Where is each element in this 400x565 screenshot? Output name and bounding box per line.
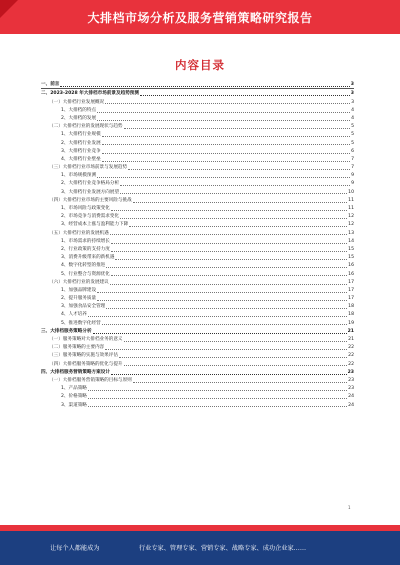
toc-heading: 内容目录 [175,58,225,72]
toc-entry-label: 3、消费升级带来的新机遇 [61,255,115,261]
toc-entry-page: 24 [348,394,354,400]
toc-entry-page: 16 [348,263,354,269]
toc-entry-label: （三）服务策略的实施与效果评估 [49,353,118,359]
toc-entry[interactable] [41,245,354,253]
toc-entry[interactable] [41,147,354,155]
toc-entry-label: 1、产品策略 [61,386,87,392]
toc-entry-page: 21 [347,328,354,334]
toc-entry-label: 二、2023-2028 年大排档市场前景及趋势预测 [41,91,139,97]
toc-entry-page: 18 [348,312,354,318]
toc-leader-dots [106,267,347,268]
toc-entry-label: （六）大排档行业的发展建议 [49,279,109,285]
toc-entry-label: （一）大排档服务营销策略的目标与原则 [49,377,132,383]
toc-entry-page: 17 [348,296,354,302]
toc-entry[interactable] [41,171,354,179]
toc-leader-dots [97,300,347,301]
toc-leader-dots [111,243,347,244]
toc-leader-dots [97,120,350,121]
toc-entry-label: 3、渠道策略 [61,402,87,408]
toc-entry[interactable] [41,392,354,400]
toc-leader-dots [97,292,347,293]
toc-entry-label: 1、大排档的特点 [61,107,97,113]
toc-entry[interactable] [41,179,354,187]
toc-entry-page: 10 [348,189,354,195]
toc-entry-page: 6 [351,148,354,154]
footer-slogan-right: 行业专家、管理专家、营销专家、战略专家、成功企业家…… [139,545,307,552]
toc-leader-dots [110,284,347,285]
toc-entry[interactable] [41,278,354,286]
toc-entry[interactable] [41,80,354,89]
toc-entry-label: 四、大排档服务营销策略方案设计 [41,369,110,375]
toc-entry[interactable] [41,327,354,335]
toc-leader-dots [88,406,347,407]
toc-entry[interactable] [41,97,354,105]
toc-entry-page: 18 [348,304,354,310]
toc-entry-label: （一）大排档行业发展概况 [49,99,105,105]
toc-entry[interactable] [41,261,354,269]
toc-leader-dots [124,128,351,129]
toc-entry-label: 2、市场竞争与消费需求变化 [61,214,120,220]
toc-leader-dots [102,153,350,154]
toc-leader-dots [128,169,350,170]
toc-entry-label: 2、提升服务质量 [61,296,97,302]
toc-entry[interactable] [41,351,354,359]
toc-entry-label: （四）大排档服务策略的优化与提升 [49,361,123,367]
toc-leader-dots [102,136,350,137]
toc-entry-page: 11 [348,206,354,211]
toc-entry-label: （四）大排档行业市场的主要风险与挑战 [49,197,132,203]
toc-entry-label: 2、行业政策的支持力度 [61,246,110,252]
toc-leader-dots [111,374,347,375]
toc-leader-dots [120,218,347,219]
document-title: 大排档市场分析及服务营销策略研究报告 [87,11,313,25]
toc-entry-label: 1、大排档行业规模 [61,132,101,138]
toc-entry[interactable] [41,155,354,163]
toc-entry-page: 11 [348,197,354,203]
toc-leader-dots [120,193,347,194]
toc-entry[interactable] [41,343,354,351]
toc-leader-dots [97,112,350,113]
toc-entry-page: 24 [348,402,354,408]
toc-entry[interactable] [41,368,354,376]
toc-entry[interactable] [41,89,354,97]
toc-entry[interactable] [41,196,354,204]
toc-entry-label: 1、市场风险与政策变化 [61,206,110,211]
footer-banner [0,531,400,565]
header-banner [0,0,400,34]
toc-entry[interactable] [41,359,354,367]
toc-leader-dots [102,144,350,145]
toc-entry-page: 19 [348,320,354,326]
toc-entry-page: 13 [348,230,354,236]
toc-entry-label: 2、价格策略 [61,394,87,400]
toc-entry-label: 3、大排档行业发展方向展望 [61,189,120,195]
toc-leader-dots [140,95,350,96]
toc-entry[interactable] [41,122,354,130]
toc-leader-dots [124,365,348,366]
toc-entry-page: 16 [348,271,354,277]
toc-leader-dots [111,210,347,211]
toc-entry-page: 3 [350,82,354,88]
toc-entry-page: 9 [351,181,354,187]
toc-entry[interactable] [41,114,354,122]
toc-leader-dots [93,333,347,334]
toc-leader-dots [115,259,347,260]
toc-leader-dots [133,202,347,203]
toc-entry-page: 3 [351,99,354,105]
toc-entry-page: 22 [348,361,354,367]
toc-entry-page: 5 [351,140,354,146]
toc-entry-label: （二）服务策略的主要内容 [49,345,105,351]
toc-entry[interactable] [41,106,354,114]
toc-leader-dots [110,234,347,235]
toc-leader-dots [88,390,347,391]
toc-entry-label: 4、大排档行业壁垒 [61,156,101,162]
toc-entry-label: 1、加强品牌建设 [61,287,97,293]
footer-slogan-left: 让每个人都能成为 [50,545,100,552]
toc-entry[interactable] [41,163,354,171]
toc-entry-label: 一、前言 [41,82,60,88]
toc-entry-label: 1、市场规模预测 [61,173,97,179]
toc-entry-page: 7 [351,165,354,171]
toc-entry[interactable] [41,204,354,212]
toc-entry-page: 12 [348,222,354,228]
toc-entry[interactable] [41,269,354,277]
toc-leader-dots [129,226,347,227]
toc-leader-dots [124,341,348,342]
toc-entry[interactable] [41,130,354,138]
toc-entry-page: 9 [351,173,354,179]
toc-entry-label: （五）大排档行业的发展机遇 [49,230,109,236]
toc-entry-label: （一）服务策略对大排档业务的意义 [49,337,123,342]
toc-entry-page: 22 [348,353,354,359]
toc-entry-page: 17 [348,287,354,293]
toc-leader-dots [111,251,347,252]
toc-entry-label: 3、加强食品安全管理 [61,304,106,310]
toc-leader-dots [60,86,349,87]
toc-entry-label: 三、大排档服务策略分析 [41,328,92,334]
toc-entry-label: 4、数字化转型的推进 [61,263,106,269]
toc-entry[interactable] [41,220,354,228]
toc-entry-page: 15 [348,255,354,261]
toc-entry-page: 12 [348,214,354,220]
toc-entry[interactable] [41,294,354,302]
toc-entry-page: 4 [351,115,354,121]
toc-entry-page: 23 [348,386,354,392]
toc-leader-dots [106,308,347,309]
toc-leader-dots [105,103,350,104]
toc-entry-label: 2、大排档行业发展 [61,140,101,146]
toc-entry-label: 5、行业整合与资源优化 [61,271,110,277]
toc-entry[interactable] [41,187,354,195]
toc-entry-label: 2、大排档的发展 [61,115,97,121]
toc-entry-label: 5、推进数字化经营 [61,320,101,326]
toc-entry-page: 17 [348,279,354,285]
toc-leader-dots [88,398,347,399]
toc-entry[interactable] [41,228,354,236]
toc-entry-label: 3、大排档行业竞争 [61,148,101,154]
toc-entry[interactable] [41,335,354,343]
toc-entry-page: 5 [351,124,354,130]
toc-leader-dots [97,177,350,178]
toc-entry-label: （二）大排档行业的发展现状与趋势 [49,124,123,130]
toc-entry[interactable] [41,253,354,261]
toc-entry[interactable] [41,302,354,310]
toc-entry-label: 2、大排档行业竞争格局分析 [61,181,120,187]
toc-entry-page: 23 [348,377,354,383]
toc-entry-page: 7 [351,156,354,162]
toc-leader-dots [102,161,350,162]
toc-leader-dots [133,382,347,383]
toc-leader-dots [105,349,347,350]
toc-entry-page: 23 [347,369,354,375]
toc-entry[interactable] [41,286,354,294]
toc-entry-label: 3、经营成本上涨与盈利能力下降 [61,222,129,228]
toc-entry-label: （三）大排档行业市场前景与发展趋势 [49,165,128,171]
toc-leader-dots [102,324,347,325]
toc-entry[interactable] [41,318,354,326]
toc-entry-page: 14 [348,238,354,244]
toc-leader-dots [119,357,347,358]
toc-entry[interactable] [41,138,354,146]
toc-entry-page: 4 [351,107,354,113]
toc-entry-page: 3 [350,91,354,97]
toc-entry-page: 5 [351,132,354,138]
toc-entry-page: 22 [348,345,354,351]
toc-entry[interactable] [41,310,354,318]
toc-entry-page: 21 [348,337,354,342]
table-of-contents [41,80,354,409]
toc-entry-label: 4、人才培养 [61,312,87,318]
toc-entry-label: 1、市场需求的持续增长 [61,238,110,244]
toc-leader-dots [88,316,347,317]
toc-entry-page: 15 [348,246,354,252]
toc-entry[interactable] [41,400,354,408]
toc-entry[interactable] [41,384,354,392]
toc-leader-dots [111,275,347,276]
toc-entry[interactable] [41,376,354,384]
page-number: 1 [348,505,351,510]
toc-entry[interactable] [41,212,354,220]
toc-entry[interactable] [41,237,354,245]
toc-leader-dots [120,185,350,186]
